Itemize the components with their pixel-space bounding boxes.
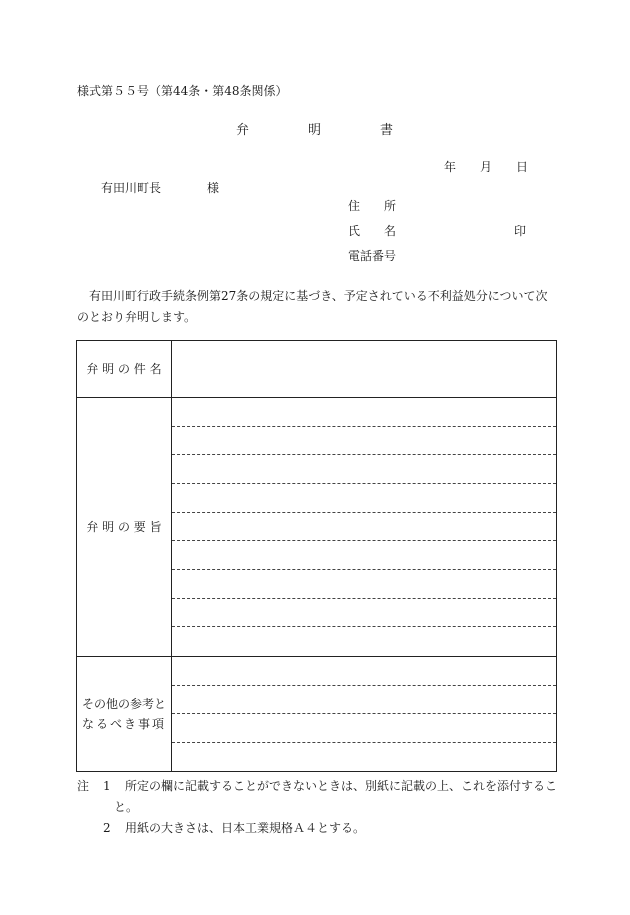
label-summary: 弁 明 の 要 旨 (77, 398, 172, 657)
table-row-subject (77, 341, 557, 398)
notes-prefix: 注 (77, 779, 90, 793)
label-other (77, 657, 172, 772)
explanation-table (76, 340, 557, 772)
writing-line[interactable] (172, 427, 556, 456)
writing-line[interactable] (172, 484, 556, 513)
writing-line[interactable] (172, 743, 556, 772)
date-year: 年 (444, 160, 457, 174)
title-char-1: 弁 (236, 123, 250, 138)
table-row-other (77, 657, 557, 772)
date-day: 日 (516, 160, 529, 174)
notes (77, 778, 557, 848)
label-other-line-2: なるべき事項 (81, 717, 166, 731)
writing-line[interactable] (172, 686, 556, 715)
name-label-1: 氏 (348, 224, 361, 238)
note-2-text: 用紙の大きさは、日本工業規格Ａ４とする。 (125, 821, 366, 835)
title-char-3: 書 (380, 123, 394, 138)
writing-line[interactable] (172, 714, 556, 743)
writing-line[interactable] (172, 627, 556, 656)
form-number: 様式第５５号（第44条・第48条関係） (77, 84, 288, 98)
writing-line[interactable] (172, 398, 556, 427)
field-other[interactable] (172, 657, 557, 772)
title-char-2: 明 (308, 123, 322, 138)
date-line (444, 159, 544, 175)
writing-line[interactable] (172, 541, 556, 570)
other-lines (172, 657, 556, 771)
name-label-2: 名 (384, 224, 397, 238)
address-label-2: 所 (384, 199, 397, 213)
writing-line[interactable] (172, 657, 556, 686)
date-month: 月 (480, 160, 493, 174)
table-row-summary (77, 398, 557, 657)
note-1-cont: と。 (114, 800, 139, 814)
field-summary[interactable] (172, 398, 557, 657)
label-subject: 弁 明 の 件 名 (77, 341, 172, 398)
note-1-num: 1 (103, 779, 111, 793)
addressee-honorific: 様 (207, 181, 220, 195)
summary-lines (172, 398, 556, 656)
addressee-name: 有田川町長 (101, 181, 162, 195)
phone-label: 電話番号 (348, 249, 397, 263)
writing-line[interactable] (172, 599, 556, 628)
seal-mark: 印 (514, 224, 527, 238)
writing-line[interactable] (172, 513, 556, 542)
writing-line[interactable] (172, 570, 556, 599)
writing-line[interactable] (172, 455, 556, 484)
note-2-num: 2 (103, 821, 111, 835)
body-text: 有田川町行政手続条例第27条の規定に基づき、予定されている不利益処分について次のとおり弁明します。 (77, 289, 548, 324)
note-1-text: 所定の欄に記載することができないときは、別紙に記載の上、これを添付するこ (125, 779, 558, 793)
field-subject[interactable] (172, 341, 557, 398)
label-other-line-1: その他の参考と (81, 697, 166, 711)
address-label-1: 住 (348, 199, 361, 213)
